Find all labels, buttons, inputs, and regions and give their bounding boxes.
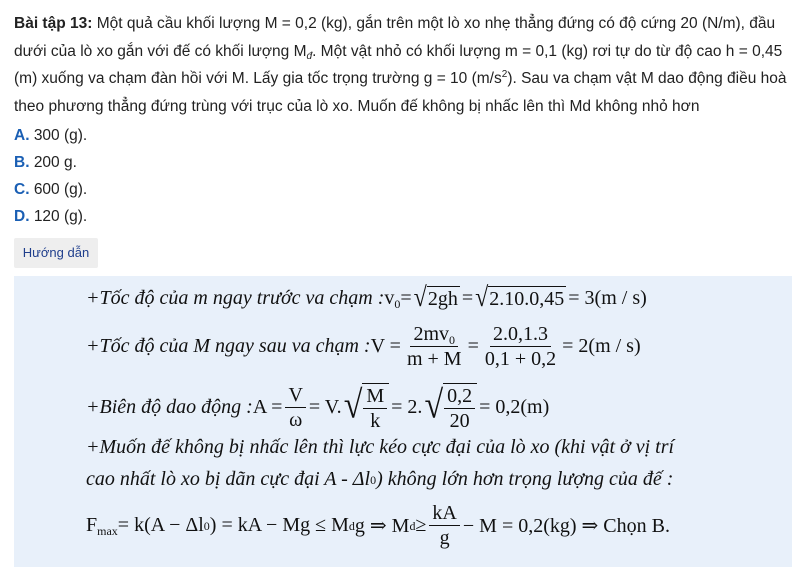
- question-sup-2: 2: [501, 69, 508, 80]
- solution-line-4: +Muốn đế không bị nhấc lên thì lực kéo cực đại của lò xo (khi vật ở vị trí: [86, 436, 675, 458]
- option-a[interactable]: [14, 126, 87, 146]
- question-part-3: ). Sau va chạm vật M dao động điều hoà theo phương thẳng đứng trùng với trục của lò xo. Muốn đế không bị nhấc lên thì Md không nhỏ hơn: [14, 70, 787, 115]
- option-b[interactable]: [14, 153, 77, 173]
- solution-line-1: [86, 282, 647, 313]
- question-text: [14, 10, 792, 120]
- l1-label: +Tốc độ của m ngay trước va chạm :: [86, 287, 385, 309]
- l2-result: = 2(m / s): [562, 335, 641, 357]
- l3-A: A =: [252, 396, 283, 418]
- guide-button[interactable]: Hướng dẫn: [14, 238, 98, 268]
- l2-eq: =: [467, 335, 479, 357]
- l6-frac: $\frac{kA}{g}$: [429, 502, 459, 549]
- l5-text-a: cao nhất lò xo bị dãn cực đại A - Δl: [86, 468, 371, 490]
- l3-eq2: = 2.: [391, 396, 423, 418]
- solution-line-5: cao nhất lò xo bị dãn cực đại A - Δl 0 ) không lớn hơn trọng lượng của đế :: [86, 468, 674, 490]
- l3-sqrt-1: √ $\frac{M}{k}$: [344, 383, 389, 432]
- solution-panel: [14, 276, 792, 567]
- l6-b: ) = kA − Mg ≤ M: [209, 514, 349, 536]
- option-b-letter: B.: [14, 154, 30, 171]
- l1-sqrt-2: √ 2.10.0,45: [475, 282, 565, 313]
- l6-F: $F_{max}$: [86, 514, 118, 538]
- question-label: Bài tập 13:: [14, 15, 93, 32]
- question-part-2: . Một vật nhỏ có khối lượng m = 0,1 (kg) rơi tự do từ độ cao h = 0,45 (m) xuống va chạm đàn hồi với M. Lấy gia tốc trọng trường g = 10 (m/s: [14, 42, 783, 87]
- l1-v0: $v_0$: [384, 287, 401, 311]
- l6-c: g ⇒ M: [354, 515, 410, 537]
- l6-a: = k(A − Δl: [117, 514, 204, 536]
- l2-frac-1: $\frac{2mv_0}{m + M}$: [406, 323, 462, 370]
- l3-label: +Biên độ dao động :: [86, 396, 253, 418]
- l1-eq1: =: [400, 287, 412, 309]
- solution-line-6: $F_{max}$ = k(A − Δl 0 ) = kA − Mg ≤ M d g ⇒ M d ≥ $\frac{kA}{g}$ − M = 0,2(kg) ⇒ Chọn B.: [86, 502, 670, 549]
- l2-label: +Tốc độ của M ngay sau va chạm :: [86, 335, 371, 357]
- l1-sqrt-1: √ 2gh: [413, 282, 458, 313]
- question-sub-d: đ: [306, 50, 313, 62]
- option-d[interactable]: [14, 207, 87, 227]
- option-b-text: 200 g.: [33, 154, 77, 171]
- option-d-letter: D.: [14, 208, 30, 225]
- l2-V: V =: [370, 335, 401, 357]
- solution-line-3: [86, 383, 549, 432]
- l5-text-b: ) không lớn hơn trọng lượng của đế :: [376, 468, 674, 490]
- question-part-1: Một quả cầu khối lượng M = 0,2 (kg), gắn trên một lò xo nhẹ thẳng đứng có độ cứng 20 (N/m), đầu dưới của lò xo gắn với đế có khối lượng M: [14, 15, 776, 60]
- option-a-text: 300 (g).: [33, 127, 88, 144]
- l3-sqrt-2: √ $\frac{0,2}{20}$: [424, 383, 477, 432]
- option-c[interactable]: [14, 180, 87, 200]
- option-c-text: 600 (g).: [33, 181, 88, 198]
- l1-eq2: =: [461, 287, 474, 309]
- l3-result: = 0,2(m): [479, 396, 550, 418]
- option-a-letter: A.: [14, 127, 30, 144]
- option-c-letter: C.: [14, 181, 30, 198]
- l3-eq1: = V.: [308, 396, 342, 418]
- l3-frac-1: $\frac{V}{\omega}$: [285, 384, 305, 431]
- l2-frac-2: $\frac{2.0,1.3}{0,1 + 0,2}$: [484, 323, 557, 370]
- l1-result: = 3(m / s): [568, 287, 647, 309]
- solution-line-2: [86, 323, 641, 370]
- l6-e: − M = 0,2(kg) ⇒ Chọn B.: [462, 515, 670, 537]
- l6-d: ≥: [415, 514, 427, 536]
- option-d-text: 120 (g).: [33, 208, 88, 225]
